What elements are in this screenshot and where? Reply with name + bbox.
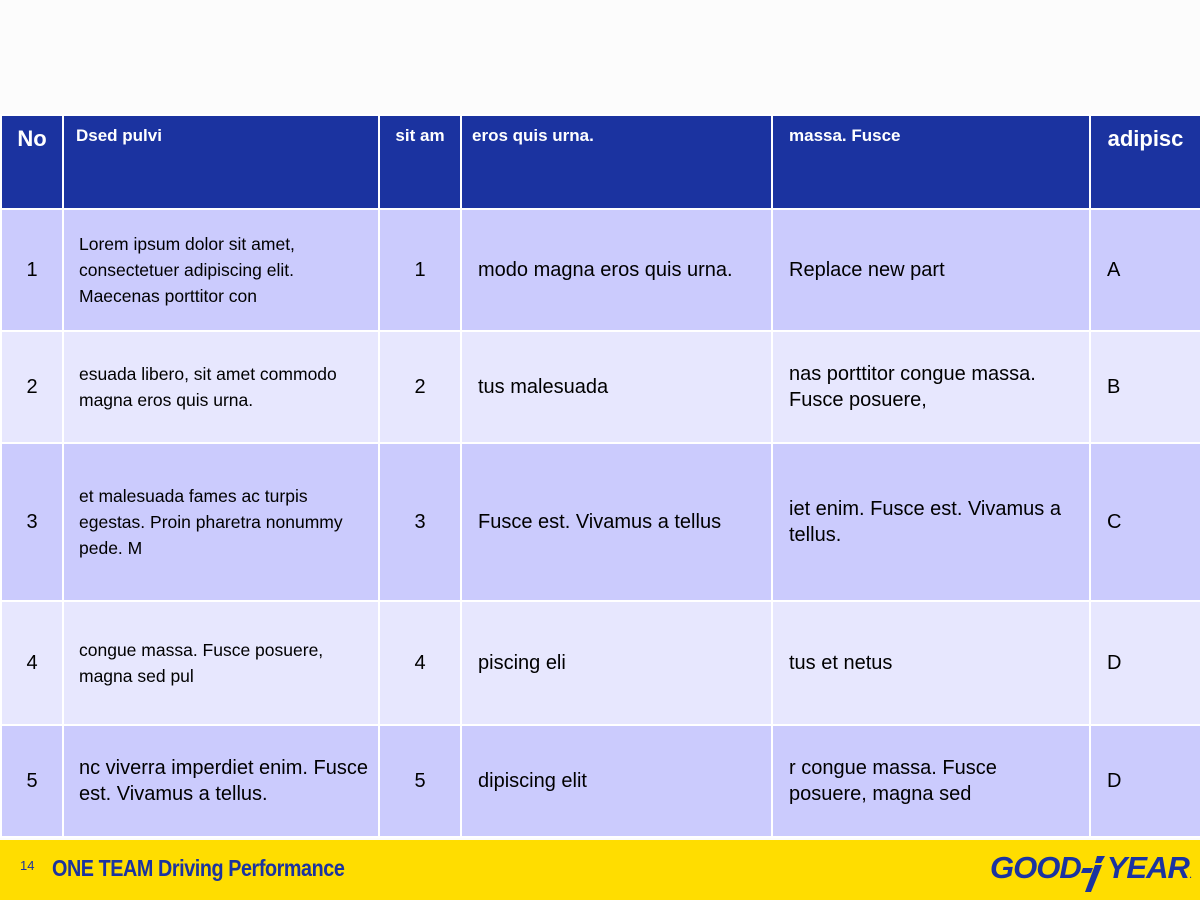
- cell-eros: dipiscing elit: [461, 725, 772, 837]
- table-row: [1, 601, 1200, 725]
- header-sit-am: sit am: [379, 115, 461, 209]
- cell-adipisc: B: [1090, 331, 1200, 443]
- cell-massa: tus et netus: [772, 601, 1090, 725]
- cell-eros: modo magna eros quis urna.: [461, 209, 772, 331]
- data-table: [0, 114, 1200, 838]
- logo-text-year: YEAR: [1106, 850, 1189, 885]
- cell-no: 2: [1, 331, 63, 443]
- cell-sit: 4: [379, 601, 461, 725]
- cell-no: 1: [1, 209, 63, 331]
- cell-sit: 1: [379, 209, 461, 331]
- cell-adipisc: D: [1090, 601, 1200, 725]
- footer-bar: [0, 840, 1200, 900]
- cell-no: 4: [1, 601, 63, 725]
- cell-massa: Replace new part: [772, 209, 1090, 331]
- cell-sit: 5: [379, 725, 461, 837]
- logo-text-good: GOOD: [990, 850, 1081, 885]
- cell-adipisc: A: [1090, 209, 1200, 331]
- cell-adipisc: C: [1090, 443, 1200, 601]
- cell-massa: r congue massa. Fusce posuere, magna sed: [772, 725, 1090, 837]
- cell-massa: nas porttitor congue massa. Fusce posuere,: [772, 331, 1090, 443]
- table-header-row: [1, 115, 1200, 209]
- cell-description: et malesuada fames ac turpis egestas. Proin pharetra nonummy pede. M: [63, 443, 379, 601]
- page-number: 14: [20, 858, 35, 873]
- cell-adipisc: D: [1090, 725, 1200, 837]
- tagline: ONE TEAM Driving Performance: [52, 855, 345, 881]
- header-massa-fusce: massa. Fusce: [772, 115, 1090, 209]
- cell-description: nc viverra imperdiet enim. Fusce est. Vivamus a tellus.: [63, 725, 379, 837]
- cell-massa: iet enim. Fusce est. Vivamus a tellus.: [772, 443, 1090, 601]
- cell-no: 3: [1, 443, 63, 601]
- cell-eros: Fusce est. Vivamus a tellus: [461, 443, 772, 601]
- cell-eros: piscing eli: [461, 601, 772, 725]
- header-dsed-pulvi: Dsed pulvi: [63, 115, 379, 209]
- logo-mark: .: [1188, 867, 1193, 881]
- header-eros-quis-urna: eros quis urna.: [461, 115, 772, 209]
- cell-eros: tus malesuada: [461, 331, 772, 443]
- cell-sit: 3: [379, 443, 461, 601]
- table-row: [1, 443, 1200, 601]
- table-row: [1, 725, 1200, 837]
- wingfoot-icon: [1081, 854, 1107, 894]
- cell-no: 5: [1, 725, 63, 837]
- cell-description: Lorem ipsum dolor sit amet, consectetuer adipiscing elit. Maecenas porttitor con: [63, 209, 379, 331]
- table-row: [1, 331, 1200, 443]
- cell-description: esuada libero, sit amet commodo magna eros quis urna.: [63, 331, 379, 443]
- cell-description: congue massa. Fusce posuere, magna sed pul: [63, 601, 379, 725]
- table-row: [1, 209, 1200, 331]
- goodyear-logo: [990, 850, 1192, 892]
- cell-sit: 2: [379, 331, 461, 443]
- header-no: No: [1, 115, 63, 209]
- header-adipisc: adipisc: [1090, 115, 1200, 209]
